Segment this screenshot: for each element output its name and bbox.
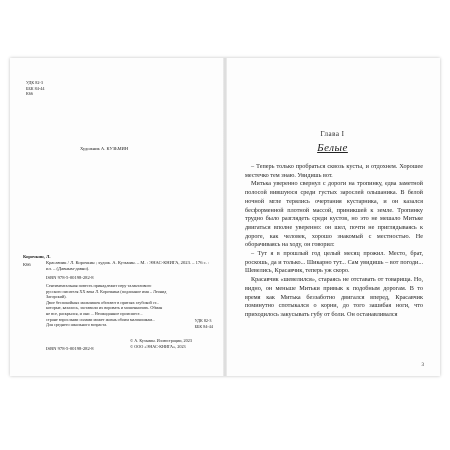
annotation-line: Сентиментальная повесть принадлежит перу талантливого xyxy=(46,283,152,288)
annotation-line: не все, раскрылся, и они ... Неожиданное происшест... xyxy=(46,310,143,316)
annotation-line: русского писателя XX века Л. Корочкина (подлинное имя – Леонид xyxy=(46,288,167,294)
chapter-title: Белые xyxy=(317,142,348,154)
annotation xyxy=(46,283,216,328)
annotation-line: стране взрослыми силами может жизнь обоим мальчишкам... xyxy=(46,316,156,322)
catalog-author: Корочкин, Л. xyxy=(23,254,51,259)
book-spread xyxy=(10,58,440,376)
chapter-label: Глава I xyxy=(320,130,345,138)
copyright-line: © ООО «ЭНАС-КНИГА», 2023 xyxy=(130,343,186,349)
bbk-line: ББК 84-44 xyxy=(26,85,45,91)
paragraph: Красавчик «шевелился», стараясь не отставать от товарища. Но, видно, он меньше Митьки привык к подобным дорогам. В то время как Митька беззаботно двигался вперед, Красавчик поминутно спотыкался о корни, до того зашибая ноги, что приходилось закусывать губу от боли. Он останавливался xyxy=(245,276,423,318)
left-page xyxy=(10,58,225,376)
chapter-body xyxy=(245,163,423,320)
paragraph: Митька уверенно свернул с дороги на тропинку, едва заметной полосой вившуюся среди густых зарослей ольшаника. В белой ночной мгле терялись очертания кустарника, и он казался бесформенной плотной массой, приникшей к земле. Тропинку трудно было разглядеть среди кустов, но это не мешало Митьке двигаться вполне уверенно: он шел, почти не приглядываясь к дороге, как человек, хорошо знакомый с местностью. Не оборачиваясь на ходу, он говорил: xyxy=(245,180,423,249)
catalog-code: К66 xyxy=(23,262,31,267)
annotation-line: Для среднего школьного возраста. xyxy=(46,322,108,328)
catalog-isbn: ISBN 978-5-00198-282-8 xyxy=(46,275,94,280)
copyright-block xyxy=(130,338,192,349)
udk-top-block xyxy=(26,80,44,97)
page-number: 3 xyxy=(421,363,424,368)
bbk-line: ББК 84-44 xyxy=(194,323,213,329)
annotation-line: Загорский). xyxy=(46,294,67,300)
udk-bottom-block xyxy=(195,318,213,329)
right-page xyxy=(225,58,440,376)
catalog-card xyxy=(46,254,216,328)
author-sign-line: К66 xyxy=(26,91,33,97)
catalog-entry: Красавчик / Л. Корочкин ; худож. А. Кузьмин. – М. : ЭНАС-КНИГА, 2023. – 176 с. : ил. – (Давным-давно). xyxy=(46,260,210,271)
udk-line: УДК 82-3 xyxy=(26,80,43,85)
paragraph: – Теперь только пробраться сквозь кусты, и отдохнем. Хорошее местечко тем знаю. Увидишь вот. xyxy=(245,163,423,179)
annotation-line: Двое беспокойных мальчишек обитают в притаях глубокой ст... xyxy=(46,299,160,305)
annotation-line: которые, казалось, заставили их воровать и мошенничать. Обман xyxy=(46,305,163,311)
udk-line: УДК 82-3 xyxy=(194,318,212,323)
copyright-line: © А. Кузьмин. Иллюстрации, 2023 xyxy=(130,338,192,343)
isbn-bottom: ISBN 978-5-00198-282-8 xyxy=(46,346,94,351)
paragraph: – Тут я в прошлый год целый месяц прожил. Место, брат, роскошь, да и только... Шикарно тут... Сам увидишь – вот погоди... Шевелись, Красавчик, теперь уж скоро. xyxy=(245,250,423,275)
illustrator-credit: Художник А. КУЗЬМИН xyxy=(80,146,129,151)
